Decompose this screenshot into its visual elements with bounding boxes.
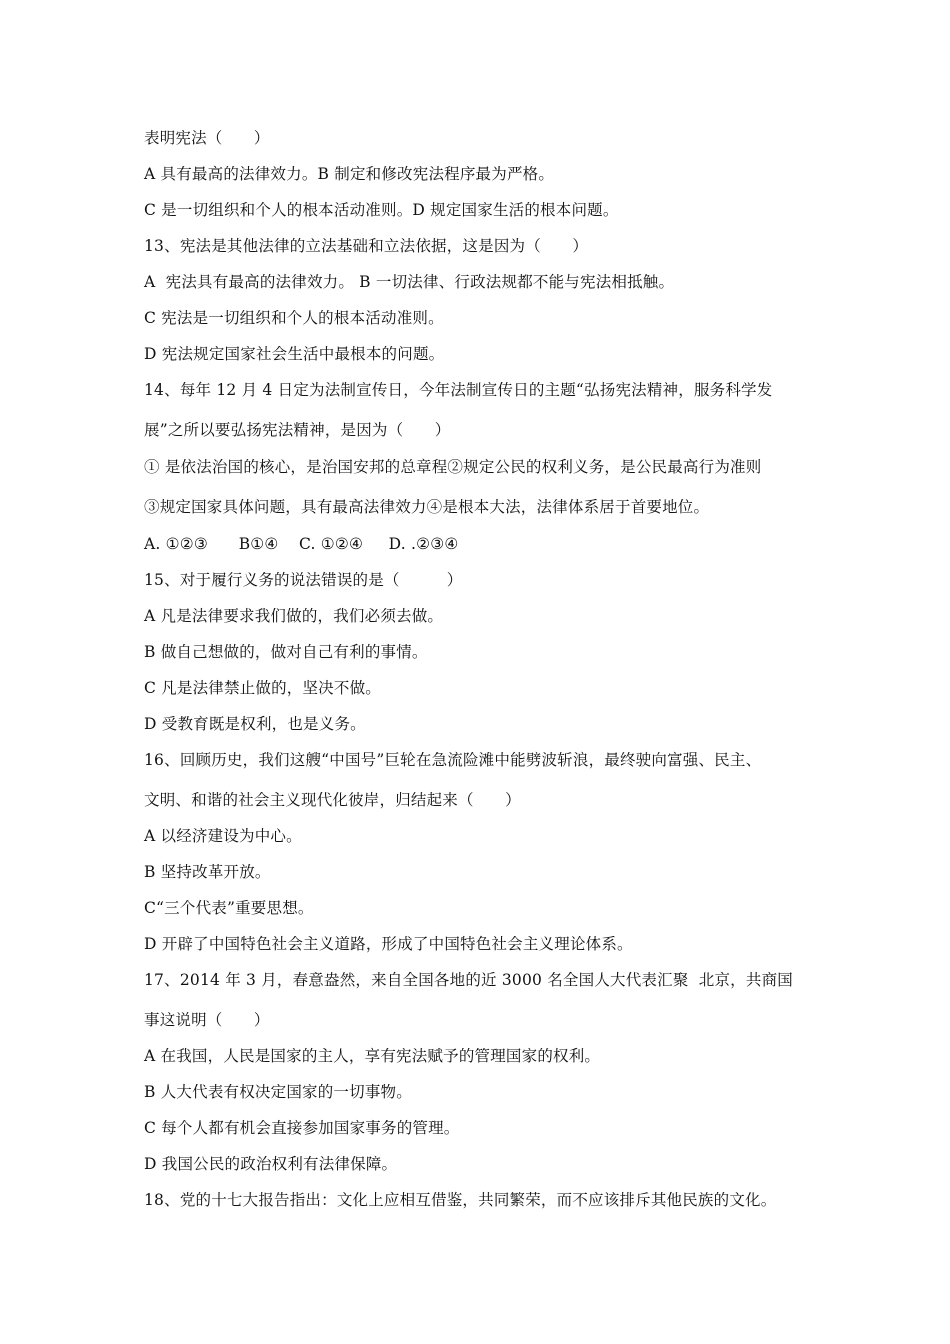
- text-line: C“三个代表”重要思想。: [144, 899, 314, 917]
- text-line: B 人大代表有权决定国家的一切事物。: [144, 1083, 412, 1101]
- text-line: C 凡是法律禁止做的，坚决不做。: [144, 679, 381, 697]
- text-line: 表明宪法（ ）: [144, 129, 270, 147]
- question-14: 14、每年 12 月 4 日定为法制宣传日，今年法制宣传日的主题“弘扬宪法精神，服务科学发: [144, 381, 773, 399]
- text-line: A 具有最高的法律效力。B 制定和修改宪法程序最为严格。: [144, 165, 555, 183]
- text-line: A 宪法具有最高的法律效力。 B 一切法律、行政法规都不能与宪法相抵触。: [144, 273, 675, 291]
- text-line: D 我国公民的政治权利有法律保障。: [144, 1155, 398, 1173]
- answer-options: A. ①②③ B①④ C. ①②④ D. .②③④: [144, 535, 459, 553]
- text-line: ① 是依法治国的核心，是治国安邦的总章程②规定公民的权利义务，是公民最高行为准则: [144, 458, 762, 476]
- text-line: B 坚持改革开放。: [144, 863, 271, 881]
- question-15: 15、对于履行义务的说法错误的是（ ）: [144, 571, 463, 589]
- text-line: A 以经济建设为中心。: [144, 827, 302, 845]
- text-line: A 在我国，人民是国家的主人，享有宪法赋予的管理国家的权利。: [144, 1047, 601, 1065]
- question-18: 18、党的十七大报告指出：文化上应相互借鉴，共同繁荣，而不应该排斥其他民族的文化。: [144, 1191, 777, 1209]
- text-line: C 每个人都有机会直接参加国家事务的管理。: [144, 1119, 460, 1137]
- text-line: ③规定国家具体问题，具有最高法律效力④是根本大法，法律体系居于首要地位。: [144, 498, 710, 516]
- text-line: 事这说明（ ）: [144, 1011, 270, 1029]
- text-line: B 做自己想做的，做对自己有利的事情。: [144, 643, 428, 661]
- text-line: D 开辟了中国特色社会主义道路，形成了中国特色社会主义理论体系。: [144, 935, 633, 953]
- text-line: 文明、和谐的社会主义现代化彼岸，归结起来（ ）: [144, 791, 521, 809]
- text-line: D 宪法规定国家社会生活中最根本的问题。: [144, 345, 445, 363]
- question-17: 17、2014 年 3 月，春意盎然，来自全国各地的近 3000 名全国人大代表汇聚 北京，共商国: [144, 971, 793, 989]
- question-13: 13、宪法是其他法律的立法基础和立法依据，这是因为（ ）: [144, 237, 589, 255]
- question-16: 16、回顾历史，我们这艘“中国号”巨轮在急流险滩中能劈波斩浪，最终驶向富强、民主、: [144, 751, 762, 769]
- text-line: C 是一切组织和个人的根本活动准则。D 规定国家生活的根本问题。: [144, 201, 619, 219]
- text-line: D 受教育既是权利，也是义务。: [144, 715, 366, 733]
- text-line: C 宪法是一切组织和个人的根本活动准则。: [144, 309, 444, 327]
- text-line: A 凡是法律要求我们做的，我们必须去做。: [144, 607, 444, 625]
- text-line: 展”之所以要弘扬宪法精神，是因为（ ）: [144, 421, 451, 439]
